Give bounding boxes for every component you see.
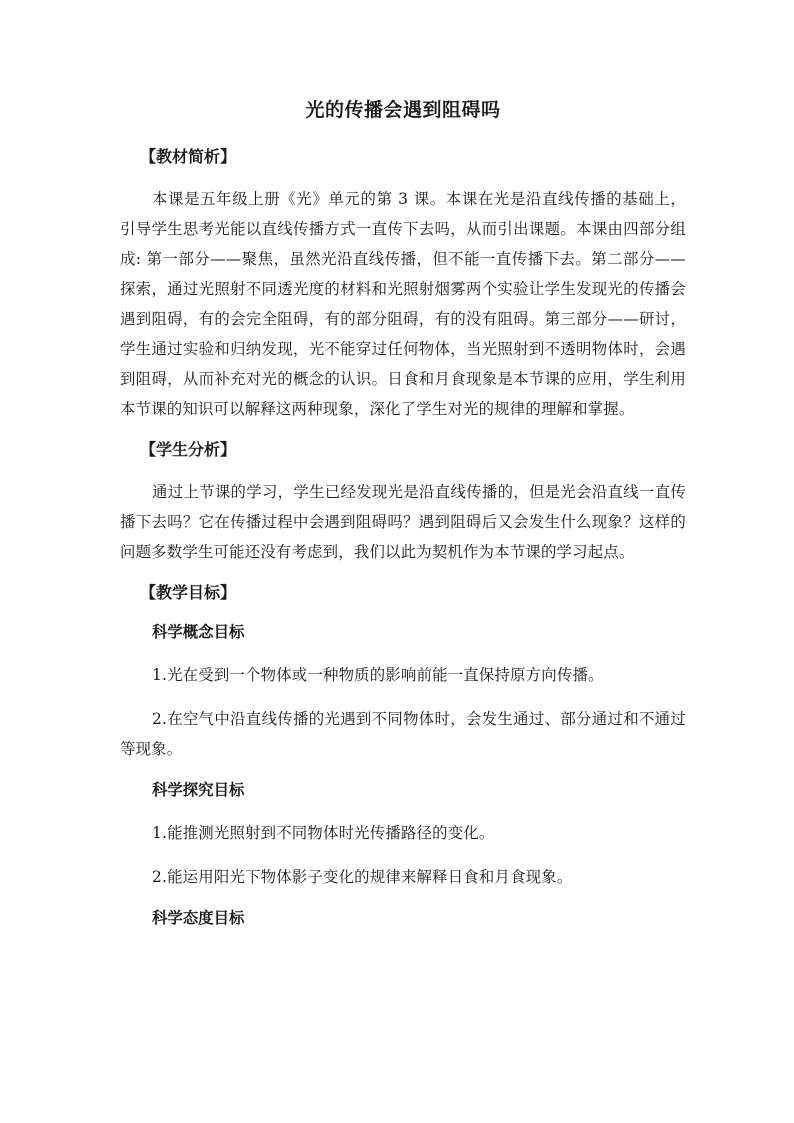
- paragraph-student-analysis: 通过上节课的学习，学生已经发现光是沿直线传播的，但是光会沿直线一直传播下去吗？它在传播过程中会遇到阻碍吗？遇到阻碍后又会发生什么现象？这样的问题多数学生可能还没有考虑到，我们以此为契机作为本节课的学习起点。: [120, 483, 686, 561]
- section-heading-teaching-objectives: 【教学目标】: [140, 583, 237, 602]
- list-item-inquiry-1: 1.能推测光照射到不同物体时光传播路径的变化。: [152, 824, 495, 842]
- document-content: [120, 96, 686, 946]
- section-heading-student-analysis: 【学生分析】: [140, 440, 237, 459]
- list-item-inquiry-2: 2.能运用阳光下物体影子变化的规律来解释日食和月食现象。: [152, 868, 573, 886]
- subheading-inquiry-objectives: 科学探究目标: [152, 781, 245, 799]
- list-item-concept-1: 1.光在受到一个物体或一种物质的影响前能一直保持原方向传播。: [152, 666, 604, 684]
- document-title: 光的传播会遇到阻碍吗: [305, 99, 501, 121]
- subheading-attitude-objectives: 科学态度目标: [152, 909, 245, 927]
- list-item-concept-2: 2.在空气中沿直线传播的光遇到不同物体时，会发生通过、部分通过和不通过等现象。: [120, 710, 686, 758]
- subheading-concept-objectives: 科学概念目标: [152, 623, 245, 641]
- paragraph-textbook-analysis: 本课是五年级上册《光》单元的第 3 课。本课在光是沿直线传播的基础上，引导学生思考光能以直线传播方式一直传下去吗，从而引出课题。本课由四部分组成: 第一部分——聚焦，虽然光沿直线传播，但不能一直传播下去。第二部分——探索，通过光照射不同透光度的材料和光照射烟雾两个实验让学生发现光的传播会遇到阻碍，有的会完全阻碍，有的部分阻碍，有的没有阻碍。第三部分——研讨，学生通过实验和归纳发现，光不能穿过任何物体，当光照射到不透明物体时，会遇到阻碍，从而补充对光的概念的认识。日食和月食现象是本节课的应用，学生利用本节课的知识可以解释这两种现象，深化了学生对光的规律的理解和掌握。: [120, 190, 686, 418]
- section-heading-textbook-analysis: 【教材简析】: [140, 147, 237, 166]
